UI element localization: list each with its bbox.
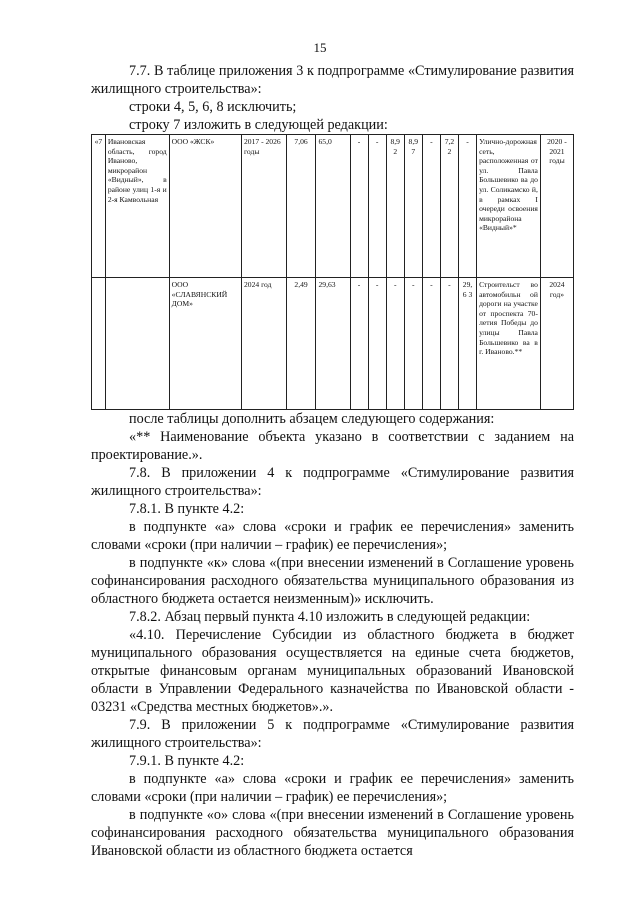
object-cell: Строительст во автомобильн ой дороги на участке от проспекта 70-летия Победы до улицы Павла Большевико ва в г. Иваново.** <box>477 278 541 410</box>
value-cell: 8,9 2 <box>386 135 404 278</box>
document-body <box>91 62 574 860</box>
paragraph: в подпункте «к» слова «(при внесении изменений в Соглашение уровень софинансирования расходного обязательства муниципального образования из областного бюджета остается неизменным)» исключить. <box>91 555 574 607</box>
row-number-cell: «7 <box>92 135 106 278</box>
amendment-table <box>91 134 574 410</box>
paragraph: 7.8. В приложении 4 к подпрограмме «Стимулирование развития жилищного строительства»: <box>91 465 574 499</box>
table-row <box>92 135 574 278</box>
paragraph: в подпункте «о» слова «(при внесении изменений в Соглашение уровень софинансирования расходного обязательства муниципального образования Ивановской области из областного бюджета остается <box>91 807 574 859</box>
value-cell: - <box>458 135 476 278</box>
paragraph: в подпункте «а» слова «сроки и график ее перечисления» заменить словами «сроки (при наличии – график) ее перечисления»; <box>91 771 574 805</box>
years-cell: 2020 - 2021 годы <box>540 135 573 278</box>
paragraph: «** Наименование объекта указано в соответствии с заданием на проектирование.». <box>91 429 574 463</box>
value-cell: 7,06 <box>286 135 316 278</box>
table-row <box>92 278 574 410</box>
value-cell: - <box>422 278 440 410</box>
paragraph: 7.9.1. В пункте 4.2: <box>129 753 245 769</box>
value-cell: - <box>440 278 458 410</box>
page-number: 15 <box>313 40 327 55</box>
period-cell: 2024 год <box>242 278 287 410</box>
paragraph: 7.8.1. В пункте 4.2: <box>129 501 245 517</box>
object-cell: Улично-дорожная сеть, расположенная от ул. Павла Большевико ва до ул. Соликамско й, в рамках I очереди освоения микрорайона «Видный»* <box>477 135 541 278</box>
value-cell: - <box>368 135 386 278</box>
value-cell: 65,0 <box>316 135 350 278</box>
value-cell: 7,2 2 <box>440 135 458 278</box>
paragraph: строку 7 изложить в следующей редакции: <box>129 117 388 133</box>
value-cell: - <box>350 135 368 278</box>
years-cell: 2024 год» <box>540 278 573 410</box>
developer-cell: ООО «СЛАВЯНСКИЙ ДОМ» <box>169 278 241 410</box>
value-cell: 8,9 7 <box>404 135 422 278</box>
paragraph: после таблицы дополнить абзацем следующего содержания: <box>129 411 495 427</box>
paragraph: 7.7. В таблице приложения 3 к подпрограмме «Стимулирование развития жилищного строительства»: <box>91 63 574 97</box>
paragraph: «4.10. Перечисление Субсидии из областного бюджета в бюджет муниципального образования осуществляется на единые счета бюджетов, открытые финансовым органам муниципальных образований Ивановской области в Управлении Федерального казначейства по Ивановской области - 03231 «Средства местных бюджетов».». <box>91 627 574 715</box>
value-cell: - <box>422 135 440 278</box>
value-cell: - <box>350 278 368 410</box>
row-number-cell <box>92 278 106 410</box>
location-cell: Ивановская область, город Иваново, микрорайон «Видный», в районе улиц 1-я и 2-я Камвольная <box>105 135 169 278</box>
paragraph: строки 4, 5, 6, 8 исключить; <box>129 99 297 115</box>
value-cell: 2,49 <box>286 278 316 410</box>
value-cell: - <box>386 278 404 410</box>
location-cell <box>105 278 169 410</box>
value-cell: - <box>368 278 386 410</box>
paragraph: в подпункте «а» слова «сроки и график ее перечисления» заменить словами «сроки (при наличии – график) ее перечисления»; <box>91 519 574 553</box>
period-cell: 2017 - 2026 годы <box>242 135 287 278</box>
paragraph: 7.8.2. Абзац первый пункта 4.10 изложить в следующей редакции: <box>129 609 531 625</box>
paragraph: 7.9. В приложении 5 к подпрограмме «Стимулирование развития жилищного строительства»: <box>91 717 574 751</box>
developer-cell: ООО «ЖСК» <box>169 135 241 278</box>
value-cell: - <box>404 278 422 410</box>
value-cell: 29,63 <box>316 278 350 410</box>
value-cell: 29,6 3 <box>458 278 476 410</box>
